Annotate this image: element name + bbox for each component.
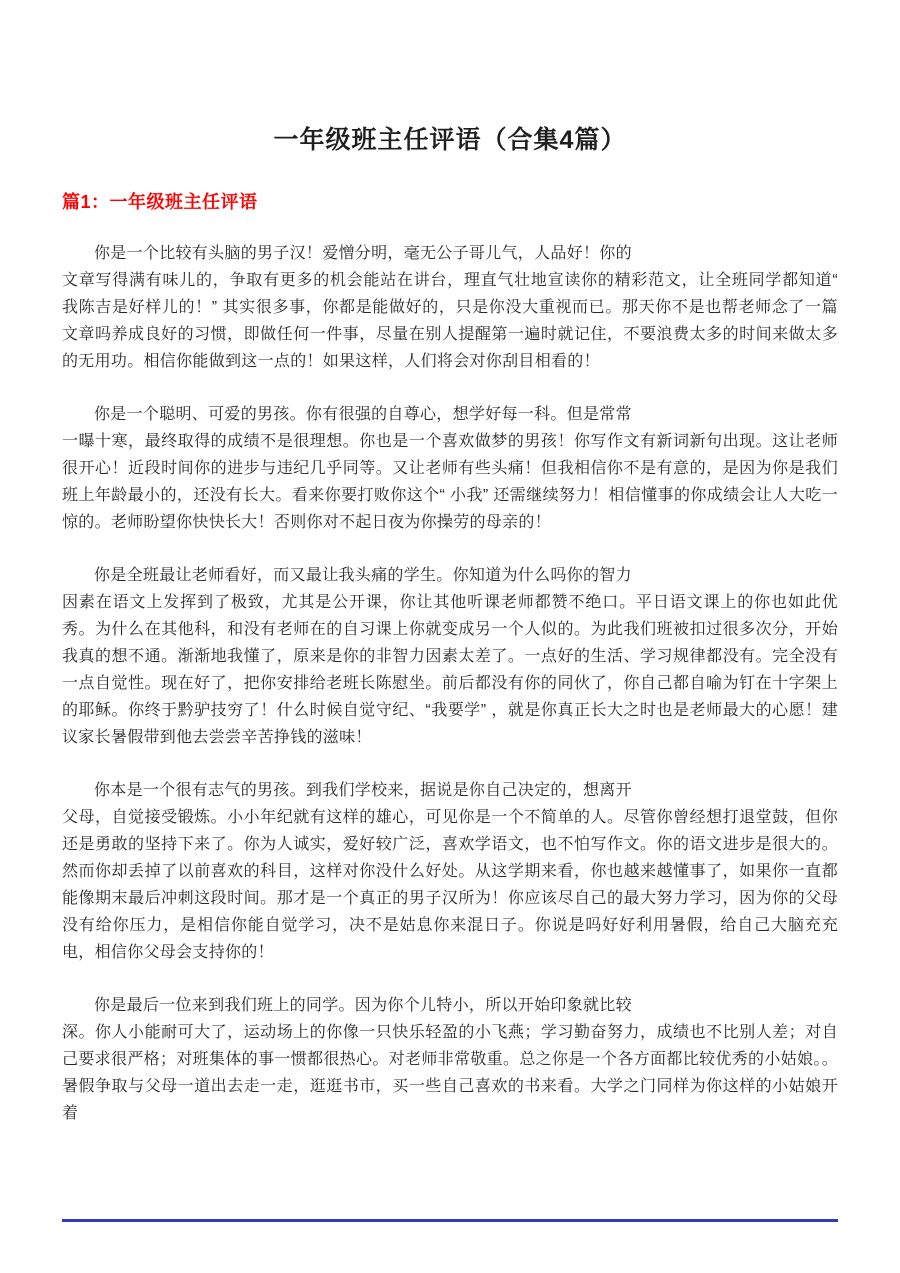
paragraph-3-first-line: 你是全班最让老师看好，而又最让我头痛的学生。你知道为什么吗你的智力 (94, 567, 632, 584)
paragraph-4 (62, 777, 838, 966)
paragraph-2-first-line: 你是一个聪明、可爱的男孩。你有很强的自尊心，想学好每一科。但是常常 (94, 406, 632, 423)
paragraph-4-body: 父母，自觉接受锻炼。小小年纪就有这样的雄心，可见你是一个不简单的人。尽管你曾经想打退堂鼓，但你还是勇敢的坚持下来了。你为人诚实，爱好较广泛，喜欢学语文，也不怕写作文。你的语文进步是很大的。然而你却丢掉了以前喜欢的科目，这样对你没什么好处。从这学期来看，你也越来越懂事了，如果你一直都能像期末最后冲刺这段时间。那才是一个真正的男子汉所为！你应该尽自己的最大努力学习，因为你的父母没有给你压力，是相信你能自觉学习，决不是姑息你来混日子。你说是吗好好利用暑假，给自己大脑充充电，相信你父母会支持你的！ (62, 809, 838, 961)
section-heading: 篇1：一年级班主任评语 (62, 192, 258, 212)
paragraph-5-body: 深。你人小能耐可大了，运动场上的你像一只快乐轻盈的小飞燕；学习勤奋努力，成绩也不比别人差；对自己要求很严格；对班集体的事一惯都很热心。对老师非常敬重。总之你是一个各方面都比较优秀的小姑娘。。暑假争取与父母一道出去走一走，逛逛书市，买一些自己喜欢的书来看。大学之门同样为你这样的小姑娘开着 (62, 1024, 838, 1122)
document-title: 一年级班主任评语（合集4篇） (273, 126, 627, 154)
paragraph-1-body: 文章写得满有味儿的，争取有更多的机会能站在讲台，理直气壮地宣读你的精彩范文，让全班同学都知道“ 我陈吉是好样儿的！” 其实很多事，你都是能做好的，只是你没大重视而已。那天你不是也帮老师念了一篇文章吗养成良好的习惯，即做任何一件事，尽量在别人提醒第一遍时就记住，不要浪费太多的时间来做太多的无用功。相信你能做到这一点的！如果这样，人们将会对你刮目相看的！ (62, 272, 838, 370)
paragraph-2 (62, 401, 838, 536)
paragraph-2-body: 一曝十寒，最终取得的成绩不是很理想。你也是一个喜欢做梦的男孩！你写作文有新词新句出现。这让老师很开心！近段时间你的进步与违纪几乎同等。又让老师有些头痛！但我相信你不是有意的，是因为你是我们班上年龄最小的，还没有长大。看来你要打败你这个“ 小我” 还需继续努力！相信懂事的你成绩会让人大吃一惊的。老师盼望你快快长大！否则你对不起日夜为你操劳的母亲的！ (62, 433, 838, 531)
paragraph-3 (62, 562, 838, 751)
bottom-divider (62, 1219, 838, 1222)
paragraph-4-first-line: 你本是一个很有志气的男孩。到我们学校来，据说是你自己决定的，想离开 (94, 782, 632, 799)
paragraph-5-first-line: 你是最后一位来到我们班上的同学。因为你个儿特小，所以开始印象就比较 (94, 997, 632, 1014)
paragraph-1 (62, 240, 838, 375)
paragraph-3-body: 因素在语文上发挥到了极致，尤其是公开课，你让其他听课老师都赞不绝口。平日语文课上的你也如此优秀。为什么在其他科，和没有老师在的自习课上你就变成另一个人似的。为此我们班被扣过很多次分，开始我真的想不通。渐渐地我懂了，原来是你的非智力因素太差了。一点好的生活、学习规律都没有。完全没有一点自觉性。现在好了，把你安排给老班长陈慰坐。前后都没有你的同伙了，你自己都自喻为钉在十字架上的耶稣。你终于黔驴技穷了！什么时候自觉守纪、“我要学” ，就是你真正长大之时也是老师最大的心愿！建议家长暑假带到他去尝尝辛苦挣钱的滋味！ (62, 594, 838, 746)
paragraph-5 (62, 992, 838, 1127)
paragraph-1-first-line: 你是一个比较有头脑的男子汉！爱憎分明，毫无公子哥儿气，人品好！你的 (94, 245, 632, 262)
